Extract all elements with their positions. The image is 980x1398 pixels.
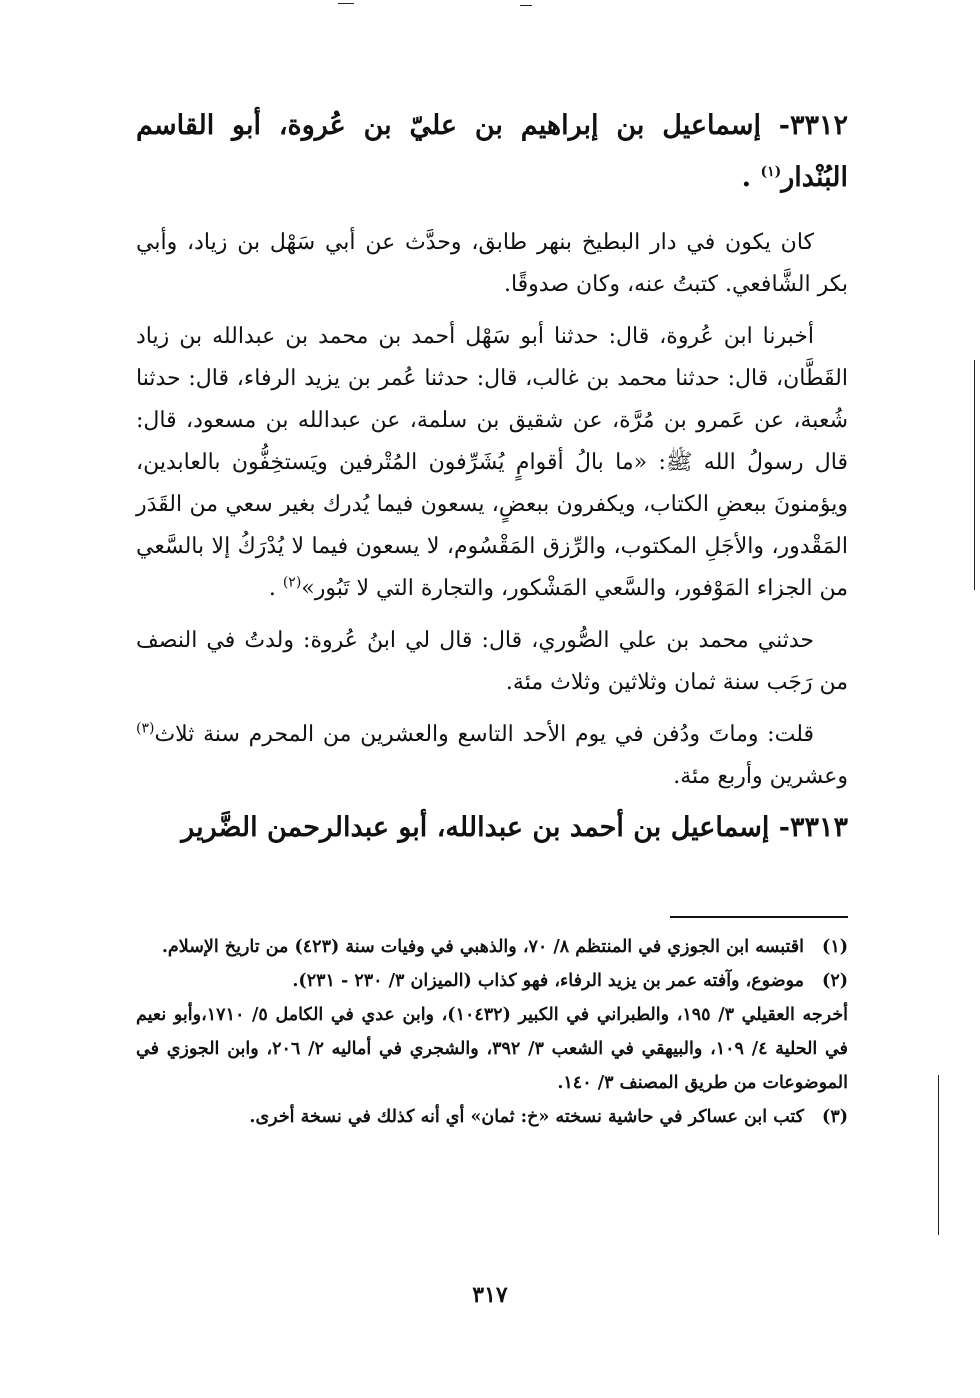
footnote-separator [670, 916, 848, 918]
paragraph-birth: حدثني محمد بن علي الصُّوري، قال: قال لي ابنُ عُروة: ولدتُ في النصف من رَجَب سنة ثمان وثلاثين وثلاث مئة. [136, 628, 848, 695]
scan-mark-top [338, 3, 354, 4]
footnote-2-text: موضوع، وآفته عمر بن يزيد الرفاء، فهو كذاب (الميزان ٣/ ٢٣٠ - ٢٣١). [292, 971, 804, 991]
main-text [136, 100, 848, 854]
entry-heading-3312-text: ٣٣١٢- إسماعيل بن إبراهيم بن عليّ بن عُروة، أبو القاسم البُنْدار [136, 110, 848, 193]
footnote-3-number: (٣) [822, 1107, 848, 1127]
paragraph-hadith-text: أخبرنا ابن عُروة، قال: حدثنا أبو سَهْل أحمد بن محمد بن عبدالله بن زياد القَطَّان، قال: حدثنا محمد بن غالب، قال: حدثنا عُمر بن يزيد الرفاء، قال: حدثنا شُعبة، عن عَمرو بن مُرَّة، عن شقيق بن سلمة، عن عبدالله بن مسعود، قال: قال رسولُ الله ﷺ: «ما بالُ أقوامٍ يُشَرِّفون المُتْرفين ويَستخِفُّون بالعابدين، ويؤمنونَ ببعضِ الكتاب، ويكفرون ببعضٍ، يسعون فيما يُدرك بغير سعي من القَدَر المَقْدور، والأجَلِ المكتوب، والرِّزق المَقْسُوم، لا يسعون فيما لا يُدْرَكُ إلا بالسَّعي من الجزاء المَوْفور، والسَّعي المَشْكور، والتجارة التي لا تَبُور» [136, 324, 849, 601]
paragraph-hadith [136, 316, 848, 610]
paragraph-death [136, 714, 848, 798]
footnote-3 [136, 1100, 848, 1134]
footnote-2 [136, 964, 848, 998]
paragraph-death-end: وعشرين وأربع مئة. [673, 764, 848, 789]
footnotes [136, 930, 848, 1134]
paragraph-death-start: قلت: وماتَ ودُفن في يوم الأحد التاسع والعشرين من المحرم سنة ثلاث [154, 722, 814, 747]
footnote-1-text: اقتبسه ابن الجوزي في المنتظم ٨/ ٧٠، والذهبي في وفيات سنة (٤٢٣) من تاريخ الإسلام. [161, 937, 804, 957]
footnote-1-number: (١) [822, 937, 848, 957]
footnote-ref-3: (٣) [136, 720, 155, 737]
footnote-ref-2: (٢) [282, 574, 302, 591]
scan-mark-right-edge [974, 360, 975, 590]
entry-heading-3312 [136, 100, 848, 204]
footnote-ref-1: (١) [760, 164, 782, 180]
footnote-2-number: (٢) [822, 971, 848, 991]
scan-mark-right-edge-lower [938, 1075, 939, 1235]
paragraph-biography: كان يكون في دار البطيخ بنهر طابق، وحدَّث عن أبي سَهْل بن زياد، وأبي بكر الشَّافعي. كتبتُ عنه، وكان صدوقًا. [136, 230, 848, 297]
paragraph-hadith-end: . [268, 576, 283, 601]
page-number: ٣١٧ [472, 1282, 508, 1308]
entry-heading-3313: ٣٣١٣- إسماعيل بن أحمد بن عبدالله، أبو عبدالرحمن الضَّرير [181, 812, 848, 843]
footnote-1 [136, 930, 848, 964]
footnote-3-text: كتب ابن عساكر في حاشية نسخته «خ: ثمان» أي أنه كذلك في نسخة أخرى. [249, 1107, 804, 1127]
scan-mark-top-dots [520, 5, 532, 6]
footnote-2-continuation: أخرجه العقيلي ٣/ ١٩٥، والطبراني في الكبير (١٠٤٣٢)، وابن عدي في الكامل ٥/ ١٧١٠،وأبو نعيم في الحلية ٤/ ١٠٩، والبيهقي في الشعب ٣/ ٣٩٢، والشجري في أماليه ٢/ ٢٠٦، وابن الجوزي في الموضوعات من طريق المصنف ٣/ ١٤٠. [136, 1005, 849, 1093]
entry-heading-3312-end: . [741, 162, 761, 193]
